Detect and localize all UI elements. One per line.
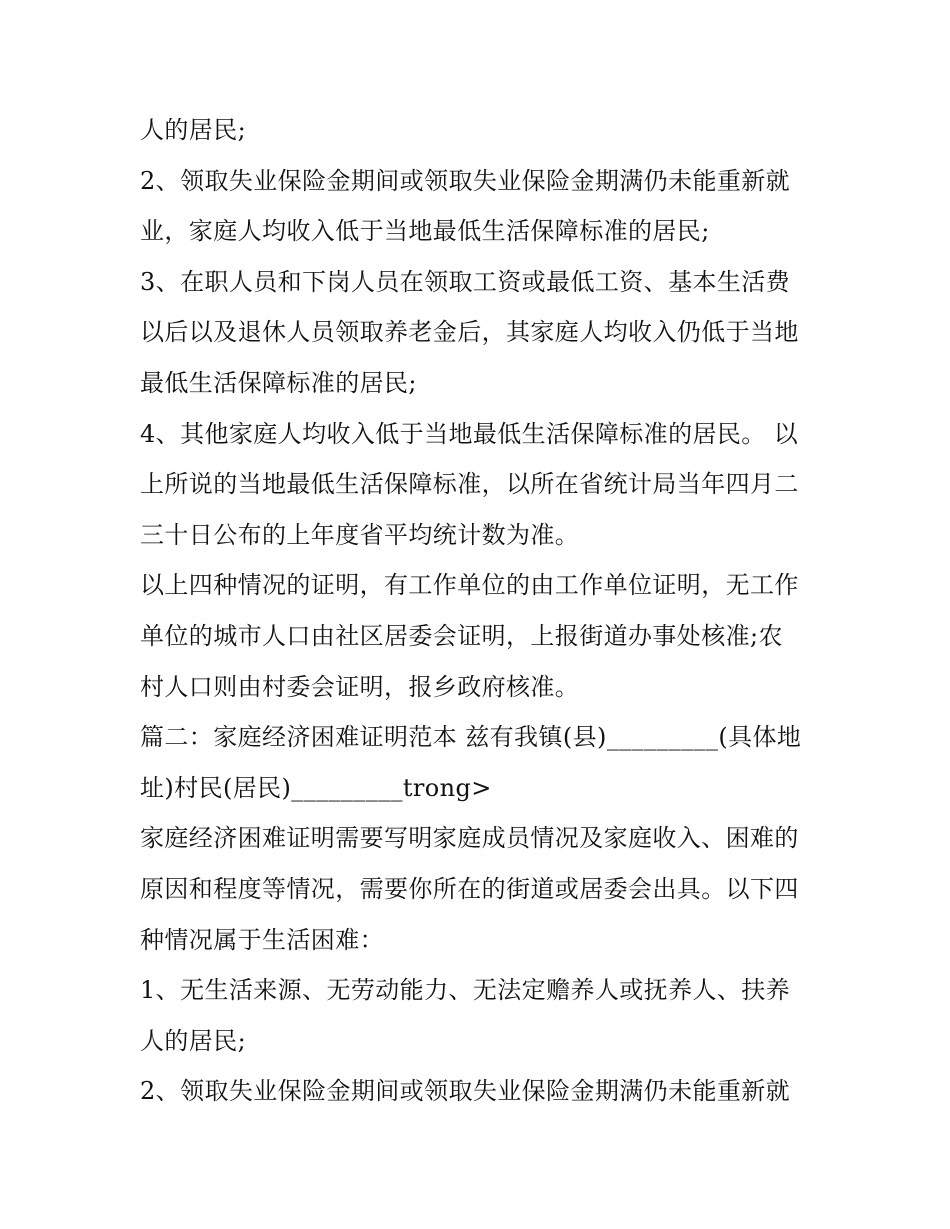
text-line: 上所说的当地最低生活保障标准，以所在省统计局当年四月二 bbox=[140, 470, 799, 499]
text-line: 人的居民; bbox=[140, 1026, 247, 1055]
text-line: 种情况属于生活困难： bbox=[140, 925, 384, 954]
text-line: 最低生活保障标准的居民; bbox=[140, 368, 417, 397]
text-line: 3、在职人员和下岗人员在领取工资或最低工资、基本生活费 bbox=[140, 267, 791, 296]
text-line: 业，家庭人均收入低于当地最低生活保障标准的居民; bbox=[140, 217, 710, 246]
text-line: 1、无生活来源、无劳动能力、无法定赡养人或抚养人、扶养 bbox=[140, 976, 791, 1005]
text-line: 2、领取失业保险金期间或领取失业保险金期满仍未能重新就 bbox=[140, 1077, 791, 1106]
text-line: 单位的城市人口由社区居委会证明，上报街道办事处核准;农 bbox=[140, 621, 783, 650]
text-line: 篇二：家庭经济困难证明范本 兹有我镇(县)_________(具体地 bbox=[140, 723, 802, 752]
text-line: 人的居民; bbox=[140, 116, 247, 144]
text-line: 原因和程度等情况，需要你所在的街道或居委会出具。以下四 bbox=[140, 874, 799, 903]
text-line: 三十日公布的上年度省平均统计数为准。 bbox=[140, 520, 580, 549]
text-line: 2、领取失业保险金期间或领取失业保险金期满仍未能重新就 bbox=[140, 166, 791, 195]
text-line: 址)村民(居民)_________trong> bbox=[140, 773, 492, 802]
text-line: 4、其他家庭人均收入低于当地最低生活保障标准的居民。 以 bbox=[140, 419, 799, 448]
text-line: 家庭经济困难证明需要写明家庭成员情况及家庭收入、困难的 bbox=[140, 824, 799, 853]
text-line: 以上四种情况的证明，有工作单位的由工作单位证明，无工作 bbox=[140, 571, 799, 600]
text-line: 以后以及退休人员领取养老金后，其家庭人均收入仍低于当地 bbox=[140, 318, 799, 347]
text-line: 村人口则由村委会证明，报乡政府核准。 bbox=[140, 672, 580, 701]
document-body bbox=[140, 105, 816, 1117]
